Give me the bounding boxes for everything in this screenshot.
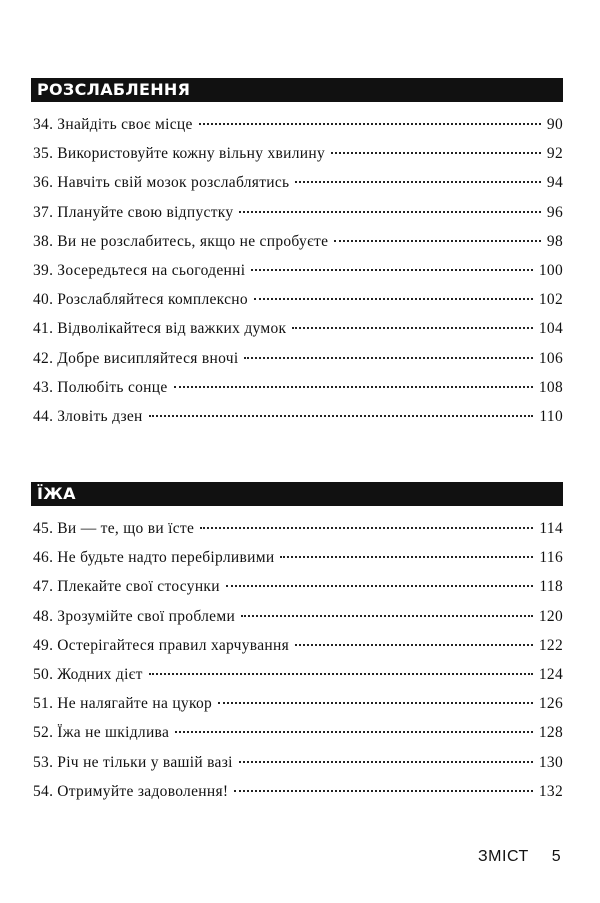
toc-entry[interactable] [31, 204, 563, 233]
dot-leader [251, 269, 533, 271]
toc-entry[interactable] [31, 549, 563, 578]
toc-entry[interactable] [31, 262, 563, 291]
entry-page: 116 [539, 549, 563, 567]
dot-leader [295, 181, 540, 183]
entry-title: Річ не тільки у вашій вазі [57, 753, 233, 771]
entry-number: 35. [33, 145, 54, 163]
entry-number: 46. [33, 549, 54, 567]
dot-leader [331, 152, 541, 154]
entry-number: 52. [33, 724, 54, 742]
section-relaxation [31, 78, 563, 437]
entry-page: 110 [539, 407, 563, 425]
dot-leader [149, 415, 534, 417]
toc-entry[interactable] [31, 666, 563, 695]
dot-leader [218, 702, 533, 704]
entry-title: Плекайте свої стосунки [57, 578, 220, 596]
entry-title: Жодних дієт [57, 665, 143, 683]
entry-number: 54. [33, 782, 54, 800]
entry-number: 39. [33, 261, 54, 279]
dot-leader [244, 357, 532, 359]
entry-number: 40. [33, 291, 54, 309]
toc-entry[interactable] [31, 520, 563, 549]
entry-page: 124 [538, 665, 563, 683]
entry-title: Розслабляйтеся комплексно [57, 291, 248, 309]
toc-entry[interactable] [31, 578, 563, 607]
entry-page: 122 [538, 636, 563, 654]
entry-page: 118 [539, 578, 563, 596]
toc-entry[interactable] [31, 116, 563, 145]
toc-entry[interactable] [31, 320, 563, 349]
dot-leader [254, 298, 533, 300]
entry-page: 98 [546, 232, 563, 250]
footer-label: ЗМІСТ [478, 848, 529, 865]
toc-entry[interactable] [31, 379, 563, 408]
entry-page: 108 [538, 378, 563, 396]
toc-entry[interactable] [31, 724, 563, 753]
entry-title: Зосередьтеся на сьогоденні [57, 261, 246, 279]
toc-entry[interactable] [31, 754, 563, 783]
entry-page: 130 [538, 753, 563, 771]
entry-page: 132 [538, 782, 563, 800]
entry-number: 45. [33, 520, 54, 537]
entry-number: 50. [33, 665, 54, 683]
dot-leader [199, 123, 541, 125]
entry-title: Відволікайтеся від важких думок [57, 320, 287, 338]
dot-leader [174, 386, 533, 388]
entry-title: Знайдіть своє місце [57, 116, 193, 133]
entry-title: Не будьте надто перебірливими [57, 549, 275, 567]
entry-page: 100 [538, 261, 563, 279]
entry-number: 38. [33, 232, 54, 250]
entry-number: 34. [33, 116, 54, 133]
entry-page: 92 [546, 145, 563, 163]
entry-page: 120 [538, 607, 563, 625]
toc-entry[interactable] [31, 233, 563, 262]
dot-leader [234, 790, 532, 792]
entry-number: 42. [33, 349, 54, 367]
entry-page: 114 [539, 520, 563, 537]
entry-title: Полюбіть сонце [57, 378, 168, 396]
entry-number: 51. [33, 695, 54, 713]
dot-leader [239, 211, 540, 213]
dot-leader [175, 731, 533, 733]
dot-leader [280, 556, 533, 558]
entry-title: Остерігайтеся правил харчування [57, 636, 290, 654]
page-footer [478, 848, 561, 866]
entry-number: 53. [33, 753, 54, 771]
entry-page: 126 [538, 695, 563, 713]
entry-title: Ви — те, що ви їсте [57, 520, 195, 537]
entry-title: Їжа не шкідлива [57, 724, 170, 742]
entry-title: Добре висипляйтеся вночі [57, 349, 239, 367]
entry-number: 41. [33, 320, 54, 338]
entry-number: 48. [33, 607, 54, 625]
entry-page: 104 [538, 320, 563, 338]
dot-leader [239, 761, 533, 763]
toc-entry[interactable] [31, 350, 563, 379]
dot-leader [200, 527, 533, 529]
dot-leader [334, 240, 541, 242]
entry-number: 47. [33, 578, 54, 596]
entry-number: 37. [33, 203, 54, 221]
entry-page: 96 [546, 203, 563, 221]
dot-leader [149, 673, 533, 675]
entry-page: 94 [546, 174, 563, 192]
entry-page: 128 [538, 724, 563, 742]
toc-entry[interactable] [31, 695, 563, 724]
entry-number: 43. [33, 378, 54, 396]
toc-entry[interactable] [31, 608, 563, 637]
entry-title: Навчіть свій мозок розслаблятись [57, 174, 290, 192]
entry-number: 36. [33, 174, 54, 192]
entry-page: 90 [546, 116, 563, 133]
entry-title: Ви не розслабитесь, якщо не спробуєте [57, 232, 329, 250]
toc-entry[interactable] [31, 783, 563, 812]
entry-title: Зловіть дзен [57, 407, 143, 425]
toc-entry[interactable] [31, 637, 563, 666]
section-food [31, 482, 563, 812]
dot-leader [292, 327, 532, 329]
entry-title: Зрозумійте свої проблеми [57, 607, 236, 625]
entry-title: Отримуйте задоволення! [57, 782, 229, 800]
toc-entry[interactable] [31, 145, 563, 174]
toc-entry[interactable] [31, 408, 563, 437]
entry-number: 49. [33, 636, 54, 654]
dot-leader [226, 585, 534, 587]
entry-title: Плануйте свою відпустку [57, 203, 234, 221]
entry-page: 106 [538, 349, 563, 367]
page-number: 5 [551, 848, 562, 865]
section-heading: ЇЖА [31, 482, 563, 506]
toc-entry[interactable] [31, 174, 563, 203]
dot-leader [241, 615, 533, 617]
section-heading: РОЗСЛАБЛЕННЯ [31, 78, 563, 102]
entry-page: 102 [538, 291, 563, 309]
entry-number: 44. [33, 407, 54, 425]
entry-title: Не налягайте на цукор [57, 695, 213, 713]
entry-title: Використовуйте кожну вільну хвилину [57, 145, 326, 163]
toc-entry[interactable] [31, 291, 563, 320]
dot-leader [295, 644, 533, 646]
